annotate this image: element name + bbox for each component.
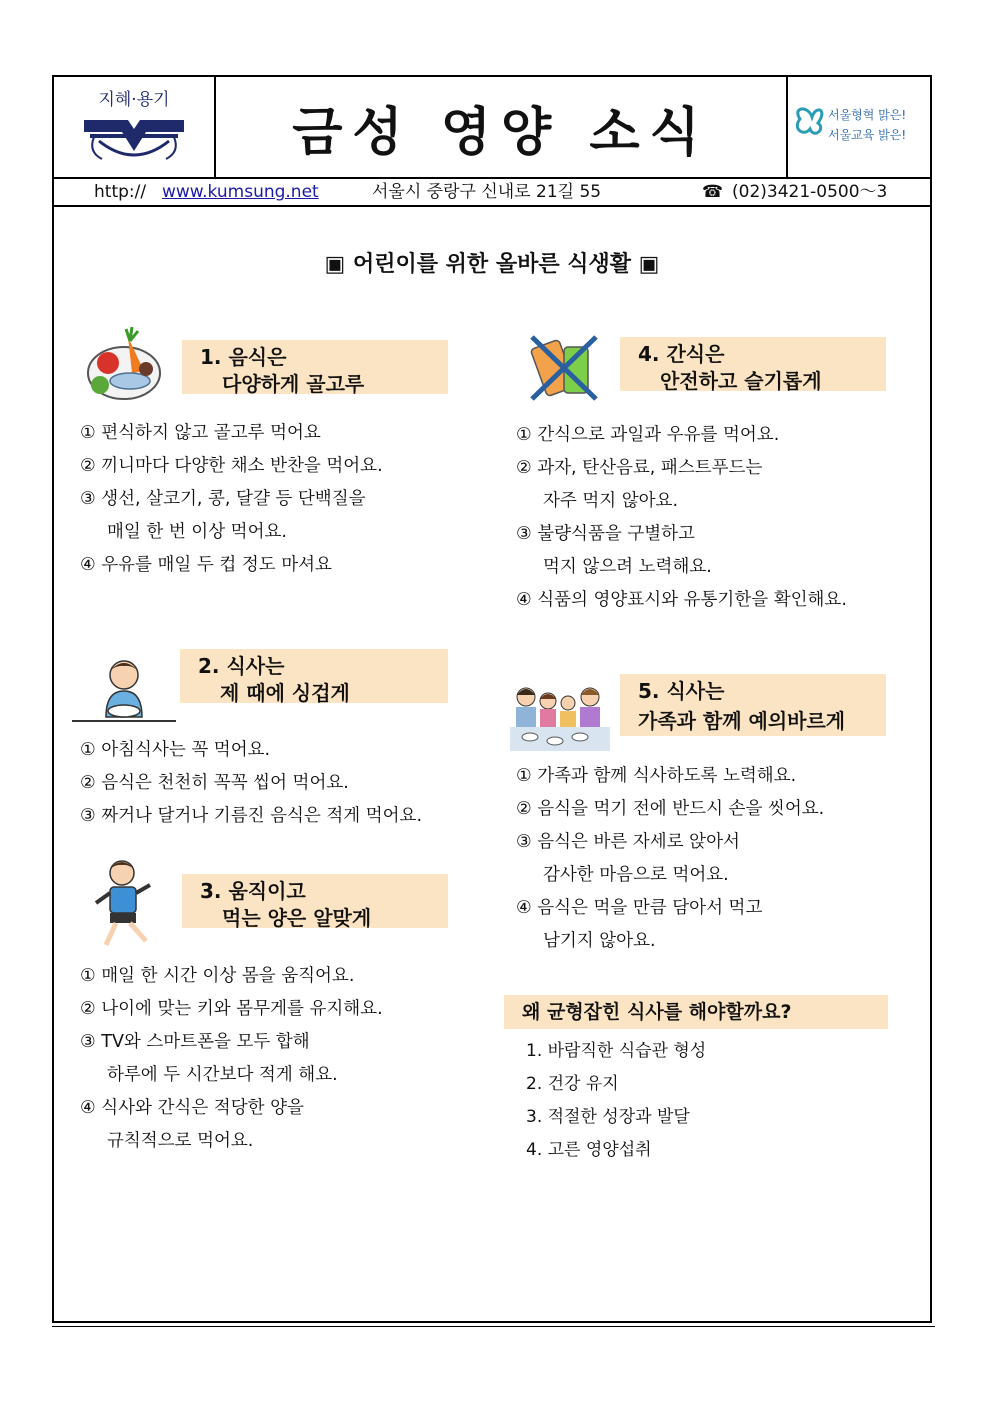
vegetables-icon <box>82 323 164 405</box>
section2-title-box <box>180 649 448 703</box>
address-text: 서울시 중랑구 신내로 21길 55 <box>372 182 602 202</box>
section1-title-box <box>182 340 448 394</box>
section4-title-line1: 4. 간식은 <box>638 342 725 366</box>
info-row <box>54 179 930 207</box>
section4-list <box>516 419 847 617</box>
list-item: ② 과자, 탄산음료, 패스트푸드는 <box>516 458 763 478</box>
section4-title-line2: 안전하고 슬기롭게 <box>660 369 822 393</box>
list-item: 하루에 두 시간보다 적게 해요. <box>107 1065 338 1085</box>
section5-list <box>516 760 824 958</box>
list-item: 3. 적절한 성장과 발달 <box>526 1107 690 1127</box>
phone-number: (02)3421-0500～3 <box>732 182 888 202</box>
list-item: 1. 바람직한 식습관 형성 <box>526 1041 707 1061</box>
list-item: ③ 생선, 살코기, 콩, 달걀 등 단백질을 <box>80 489 366 509</box>
bottom-border-line <box>52 1326 935 1327</box>
why-title-box: 왜 균형잡힌 식사를 해야할까요? <box>504 995 888 1029</box>
list-item: ① 간식으로 과일과 우유를 먹어요. <box>516 425 780 445</box>
section2-list <box>80 734 422 833</box>
list-item: ① 아침식사는 꼭 먹어요. <box>80 740 271 760</box>
section3-title-line1: 3. 움직이고 <box>200 879 306 903</box>
why-list <box>526 1035 706 1167</box>
section3-title-box <box>182 874 448 928</box>
section3-list <box>80 960 383 1158</box>
no-snacks-icon <box>526 333 602 403</box>
list-item: 4. 고른 영양섭취 <box>526 1140 652 1160</box>
http-prefix: http:// <box>94 182 147 202</box>
logo-text: 지혜·용기 <box>98 90 170 110</box>
slogan-line2: 서울교육 밝은! <box>828 128 907 142</box>
list-item: ① 편식하지 않고 골고루 먹어요 <box>80 423 321 443</box>
page-title: 금성 영양 소식 <box>292 101 710 163</box>
list-item: ① 매일 한 시간 이상 몸을 움직어요. <box>80 966 355 986</box>
butterfly-icon <box>788 77 930 177</box>
title-cell <box>216 77 788 177</box>
section5-title-line2: 가족과 함께 예의바르게 <box>638 709 846 733</box>
list-item: ② 음식을 먹기 전에 반드시 손을 씻어요. <box>516 799 825 819</box>
list-item: 매일 한 번 이상 먹어요. <box>107 522 287 542</box>
child-eating-icon <box>72 657 176 723</box>
section5-title-box <box>620 674 886 736</box>
list-item: 먹지 않으려 노력해요. <box>543 557 712 577</box>
section4-title-box <box>620 337 886 391</box>
list-item: 2. 건강 유지 <box>526 1074 619 1094</box>
list-item: 남기지 않아요. <box>543 931 656 951</box>
list-item: ③ TV와 스마트폰을 모두 합해 <box>80 1032 310 1052</box>
section2-title-line2: 제 때에 싱겁게 <box>220 681 350 705</box>
list-item: 규칙적으로 먹어요. <box>107 1131 254 1151</box>
list-item: 자주 먹지 않아요. <box>543 491 679 511</box>
list-item: ④ 우유를 매일 두 컵 정도 마셔요 <box>80 555 332 575</box>
list-item: ④ 음식은 먹을 만큼 담아서 먹고 <box>516 898 763 918</box>
list-item: ② 음식은 천천히 꼭꼭 씹어 먹어요. <box>80 773 349 793</box>
list-item: ① 가족과 함께 식사하도록 노력해요. <box>516 766 797 786</box>
list-item: ③ 짜거나 달거나 기름진 음식은 적게 먹어요. <box>80 806 423 826</box>
section-title: ▣ 어린이를 위한 올바른 식생활 ▣ <box>324 252 660 277</box>
list-item: ② 끼니마다 다양한 채소 반찬을 먹어요. <box>80 456 383 476</box>
newsletter-frame <box>52 75 932 1323</box>
list-item: ② 나이에 맞는 키와 몸무게를 유지해요. <box>80 999 383 1019</box>
section1-title-line1: 1. 음식은 <box>200 345 287 369</box>
website-link[interactable]: www.kumsung.net <box>162 182 319 202</box>
phone-icon: ☎ <box>702 182 724 202</box>
school-logo <box>54 77 216 177</box>
section1-title-line2: 다양하게 골고루 <box>222 372 365 396</box>
list-item: 감사한 마음으로 먹어요. <box>543 865 729 885</box>
family-dinner-icon <box>510 683 610 753</box>
header-row <box>54 77 930 179</box>
section5-title-line1: 5. 식사는 <box>638 679 725 703</box>
section2-title-line1: 2. 식사는 <box>198 654 285 678</box>
section1-list <box>80 417 383 582</box>
slogan-cell <box>788 77 930 177</box>
list-item: ④ 식사와 간식은 적당한 양을 <box>80 1098 304 1118</box>
list-item: ④ 식품의 영양표시와 유통기한을 확인해요. <box>516 590 847 610</box>
school-emblem-icon <box>54 77 214 177</box>
list-item: ③ 불량식품을 구별하고 <box>516 524 695 544</box>
slogan-line1: 서울형혁 맑은! <box>828 108 907 122</box>
section3-title-line2: 먹는 양은 알맞게 <box>222 906 372 930</box>
running-child-icon <box>92 859 158 949</box>
list-item: ③ 음식은 바른 자세로 앉아서 <box>516 832 740 852</box>
